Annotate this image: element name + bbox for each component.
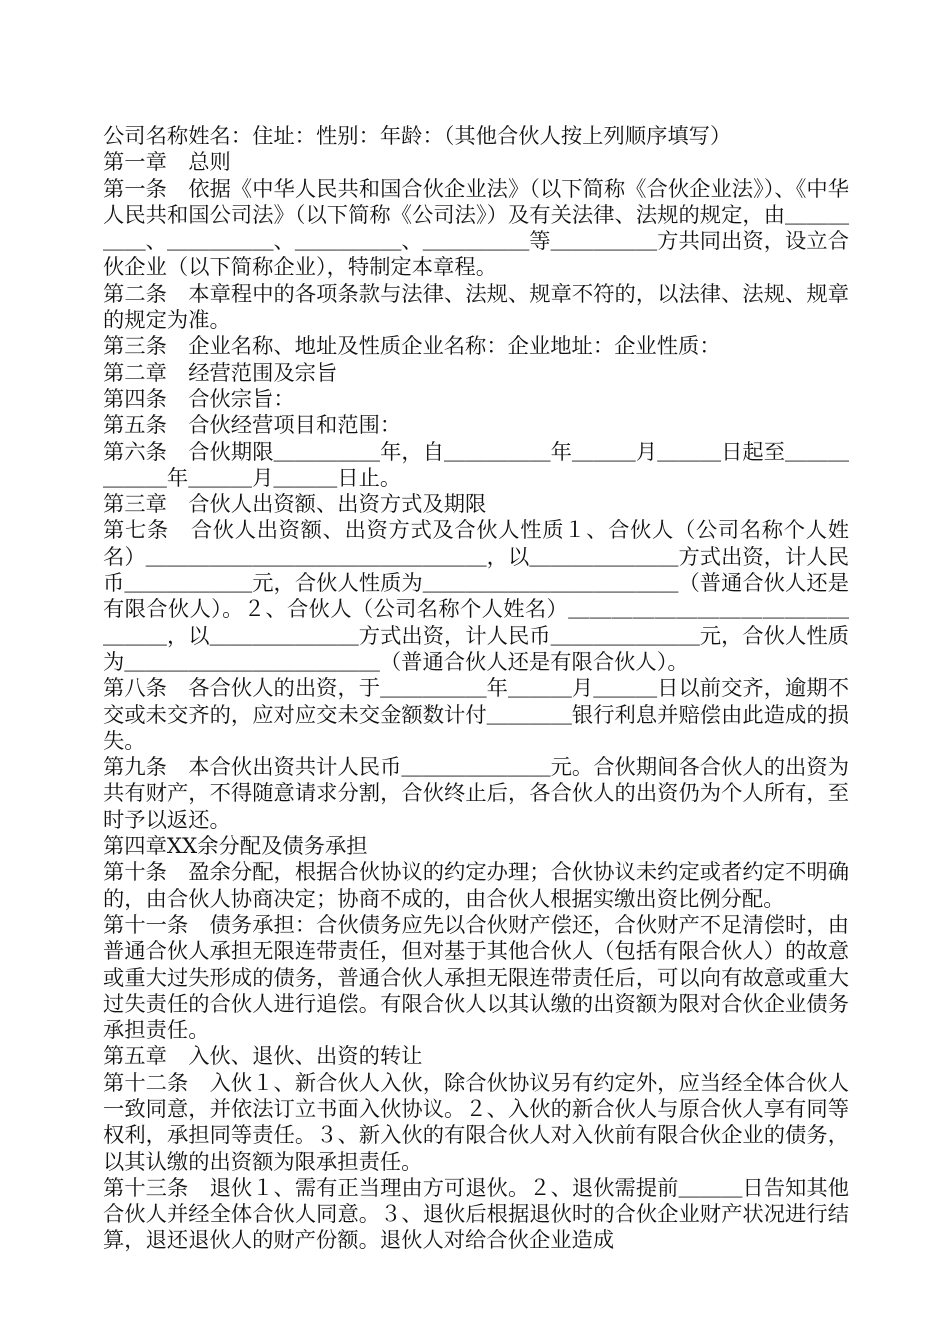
party-info-line: 公司名称姓名：住址：性别：年龄：（其他合伙人按上列顺序填写） (103, 124, 732, 149)
article-12: 第十二条 入伙１、新合伙人入伙，除合伙协议另有约定外，应当经全体合伙人一致同意，并依法订立书面入伙协议。２、入伙的新合伙人与原合伙人享有同等权利，承担同等责任。３、新入伙的有限合伙人对入伙前有限合伙企业的债务，以其认缴的出资额为限承担责任。 (103, 1070, 849, 1175)
article-1: 第一条 依据《中华人民共和国合伙企业法》（以下简称《合伙企业法》）、《中华人民共和国公司法》（以下简称《公司法》）及有关法律、法规的规定，由＿＿＿＿＿、＿＿＿＿＿、＿＿＿＿＿、＿＿＿＿＿等＿＿＿＿＿方共同出资，设立合伙企业（以下简称企业），特制定本章程。 (103, 176, 849, 281)
article-2: 第二条 本章程中的各项条款与法律、法规、规章不符的，以法律、法规、规章的规定为准。 (103, 281, 849, 334)
article-7: 第七条 合伙人出资额、出资方式及合伙人性质１、合伙人（公司名称个人姓名）＿＿＿＿＿＿＿＿＿＿＿＿＿＿＿＿，以＿＿＿＿＿＿＿方式出资，计人民币＿＿＿＿＿＿元，合伙人性质为＿＿＿＿＿＿＿＿＿＿＿＿（普通合伙人还是有限合伙人）。２、合伙人（公司名称个人姓名）＿＿＿＿＿＿＿＿＿＿＿＿＿＿＿＿，以＿＿＿＿＿＿＿方式出资，计人民币＿＿＿＿＿＿＿元，合伙人性质为＿＿＿＿＿＿＿＿＿＿＿＿（普通合伙人还是有限合伙人）。 (103, 518, 849, 675)
article-13: 第十三条 退伙１、需有正当理由方可退伙。２、退伙需提前＿＿＿日告知其他合伙人并经全体合伙人同意。３、退伙后根据退伙时的合伙企业财产状况进行结算，退还退伙人的财产份额。退伙人对给合伙企业造成 (103, 1175, 849, 1254)
article-9: 第九条 本合伙出资共计人民币＿＿＿＿＿＿＿元。合伙期间各合伙人的出资为共有财产，不得随意请求分割，合伙终止后，各合伙人的出资仍为个人所有，至时予以返还。 (103, 755, 849, 833)
article-6: 第六条 合伙期限＿＿＿＿＿年，自＿＿＿＿＿年＿＿＿月＿＿＿日起至＿＿＿＿＿＿年＿＿＿月＿＿＿日止。 (103, 439, 849, 491)
article-3: 第三条 企业名称、地址及性质企业名称：企业地址：企业性质： (103, 334, 721, 360)
article-8: 第八条 各合伙人的出资，于＿＿＿＿＿年＿＿＿月＿＿＿日以前交齐，逾期不交或未交齐的，应对应交未交金额数计付＿＿＿＿银行利息并赔偿由此造成的损失。 (103, 676, 849, 754)
article-4: 第四条 合伙宗旨： (103, 386, 295, 412)
chapter-1-heading: 第一章 总则 (103, 150, 231, 176)
chapter-3-heading: 第三章 合伙人出资额、出资方式及期限 (103, 492, 487, 518)
chapter-4-heading: 第四章XX余分配及债务承担 (103, 834, 368, 860)
article-11: 第十一条 债务承担：合伙债务应先以合伙财产偿还，合伙财产不足清偿时，由普通合伙人承担无限连带责任，但对基于其他合伙人（包括有限合伙人）的故意或重大过失形成的债务，普通合伙人承担无限连带责任后，可以向有故意或重大过失责任的合伙人进行追偿。有限合伙人以其认缴的出资额为限对合伙企业债务承担责任。 (103, 912, 849, 1044)
document-body (103, 124, 849, 1255)
chapter-2-heading: 第二章 经营范围及宗旨 (103, 360, 338, 386)
chapter-5-heading: 第五章 入伙、退伙、出资的转让 (103, 1044, 423, 1070)
article-5: 第五条 合伙经营项目和范围： (103, 413, 402, 439)
article-10: 第十条 盈余分配，根据合伙协议的约定办理；合伙协议未约定或者约定不明确的，由合伙人协商决定；协商不成的，由合伙人根据实缴出资比例分配。 (103, 860, 849, 912)
